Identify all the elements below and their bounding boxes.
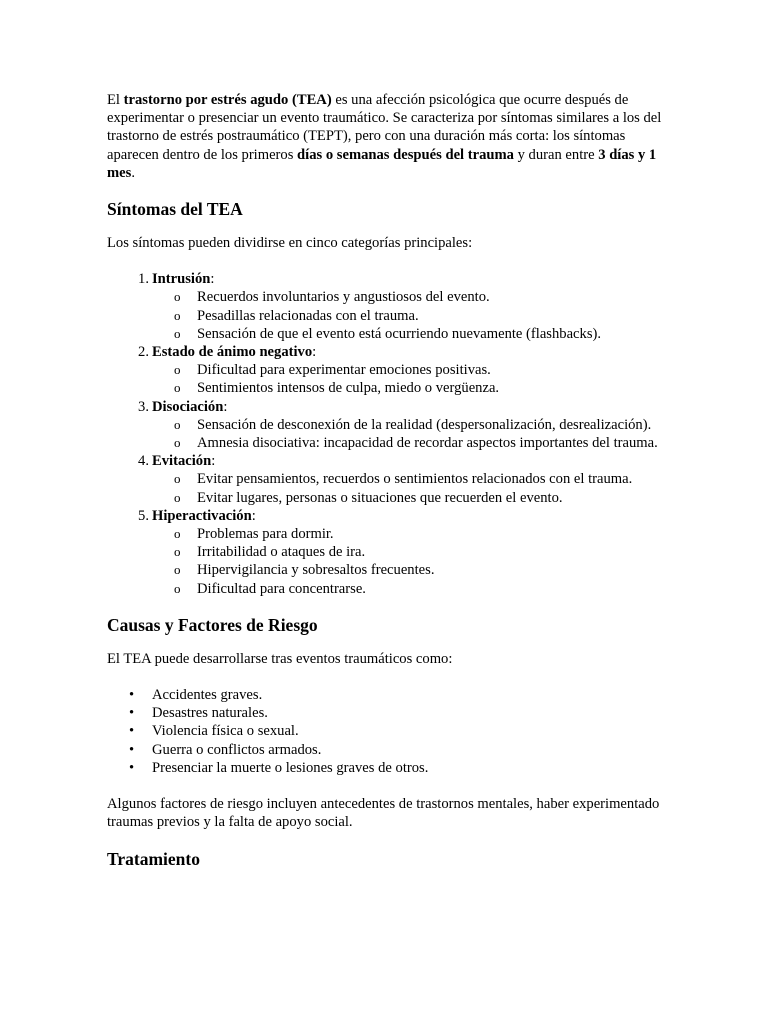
event-item (129, 686, 662, 704)
symptom-text: Sensación de que el evento está ocurriendo nuevamente (flashbacks). (197, 325, 602, 342)
causes-heading: Causas y Factores de Riesgo (107, 614, 318, 635)
intro-duration: 3 días y 1 mes (107, 146, 657, 181)
category-number: 2. (138, 344, 149, 361)
category-name: Disociación (152, 398, 224, 415)
symptom-text: Evitar pensamientos, recuerdos o sentimientos relacionados con el trauma. (197, 471, 633, 488)
event-text: Guerra o conflictos armados. (152, 741, 322, 758)
sub-bullet-marker: o (174, 562, 181, 578)
symptom-text: Evitar lugares, personas o situaciones que recuerden el evento. (197, 489, 563, 506)
symptom-item (174, 470, 662, 488)
symptom-item (174, 379, 662, 397)
sub-bullet-marker: o (174, 526, 181, 542)
symptom-sublist (152, 470, 662, 506)
category-number: 3. (138, 398, 149, 415)
category-number: 1. (138, 271, 149, 288)
symptoms-heading: Síntomas del TEA (107, 199, 243, 220)
category-suffix: : (211, 453, 216, 470)
event-item (129, 741, 662, 759)
symptom-sublist (152, 525, 662, 598)
symptom-item (174, 361, 662, 379)
symptom-text: Hipervigilancia y sobresaltos frecuentes. (197, 562, 435, 579)
symptom-sublist (152, 416, 662, 452)
event-item (129, 704, 662, 722)
event-text: Violencia física o sexual. (152, 723, 299, 740)
category-name: Intrusión (152, 271, 211, 288)
event-text: Desastres naturales. (152, 705, 268, 722)
category-name: Estado de ánimo negativo (152, 344, 313, 361)
symptom-text: Dificultad para experimentar emociones positivas. (197, 362, 491, 379)
sub-bullet-marker: o (174, 325, 181, 341)
category-suffix: : (223, 398, 228, 415)
intro-paragraph (107, 91, 662, 182)
intro-text: El (107, 92, 124, 108)
symptoms-lead: Los síntomas pueden dividirse en cinco categorías principales: (107, 235, 473, 252)
category-suffix: : (312, 344, 317, 361)
symptom-category (138, 452, 662, 507)
symptom-sublist (152, 361, 662, 397)
category-suffix: : (210, 271, 215, 288)
treatment-heading: Tratamiento (107, 848, 200, 869)
document-content (107, 91, 662, 870)
symptom-text: Sentimientos intensos de culpa, miedo o vergüenza. (197, 380, 500, 397)
symptom-category (138, 398, 662, 453)
symptom-item (174, 416, 662, 434)
symptom-text: Irritabilidad o ataques de ira. (197, 544, 366, 561)
intro-term: trastorno por estrés agudo (TEA) (123, 92, 332, 108)
bullet-marker: • (129, 759, 135, 776)
intro-text: es una afección psicológica que ocurre después de experimentar o presenciar un evento traumático. Se caracteriza por síntomas similares a los del trastorno de estrés postraumático (TEPT), pero con una duración más corta: los síntomas aparecen dentro de los primeros (107, 92, 662, 163)
symptom-item (174, 307, 662, 325)
symptom-category-list (107, 270, 662, 598)
symptom-text: Dificultad para concentrarse. (197, 580, 366, 597)
symptom-item (174, 288, 662, 306)
symptom-text: Recuerdos involuntarios y angustiosos del evento. (197, 289, 490, 306)
sub-bullet-marker: o (174, 471, 181, 487)
risk-factors-paragraph: Algunos factores de riesgo incluyen antecedentes de trastornos mentales, haber experimentado traumas previos y la falta de apoyo social. (107, 796, 660, 831)
bullet-marker: • (129, 723, 135, 740)
symptom-item (174, 561, 662, 579)
symptom-text: Pesadillas relacionadas con el trauma. (197, 307, 419, 324)
symptom-text: Sensación de desconexión de la realidad (despersonalización, desrealización). (197, 416, 652, 433)
event-text: Presenciar la muerte o lesiones graves de otros. (152, 759, 429, 776)
symptom-text: Amnesia disociativa: incapacidad de recordar aspectos importantes del trauma. (197, 435, 658, 452)
bullet-marker: • (129, 705, 135, 722)
intro-onset: días o semanas después del trauma (297, 146, 514, 163)
sub-bullet-marker: o (174, 544, 181, 560)
category-name: Hiperactivación (152, 507, 252, 524)
symptom-item (174, 525, 662, 543)
symptom-sublist (152, 288, 662, 343)
traumatic-events-list (107, 686, 662, 777)
symptom-item (174, 543, 662, 561)
symptom-item (174, 325, 662, 343)
symptom-text: Problemas para dormir. (197, 526, 334, 543)
bullet-marker: • (129, 741, 135, 758)
symptom-category (138, 343, 662, 398)
sub-bullet-marker: o (174, 289, 181, 305)
sub-bullet-marker: o (174, 416, 181, 432)
intro-text: . (131, 164, 135, 181)
causes-lead: El TEA puede desarrollarse tras eventos traumáticos como: (107, 650, 453, 667)
bullet-marker: • (129, 687, 135, 704)
sub-bullet-marker: o (174, 380, 181, 396)
sub-bullet-marker: o (174, 307, 181, 323)
event-item (129, 722, 662, 740)
symptom-item (174, 434, 662, 452)
category-number: 5. (138, 507, 149, 524)
symptom-category (138, 270, 662, 343)
event-text: Accidentes graves. (152, 687, 263, 704)
sub-bullet-marker: o (174, 489, 181, 505)
category-number: 4. (138, 453, 149, 470)
symptom-item (174, 489, 662, 507)
category-name: Evitación (152, 453, 212, 470)
intro-text: y duran entre (513, 146, 599, 163)
sub-bullet-marker: o (174, 435, 181, 451)
symptom-item (174, 580, 662, 598)
sub-bullet-marker: o (174, 362, 181, 378)
sub-bullet-marker: o (174, 580, 181, 596)
category-suffix: : (251, 507, 256, 524)
symptom-category (138, 507, 662, 598)
event-item (129, 759, 662, 777)
